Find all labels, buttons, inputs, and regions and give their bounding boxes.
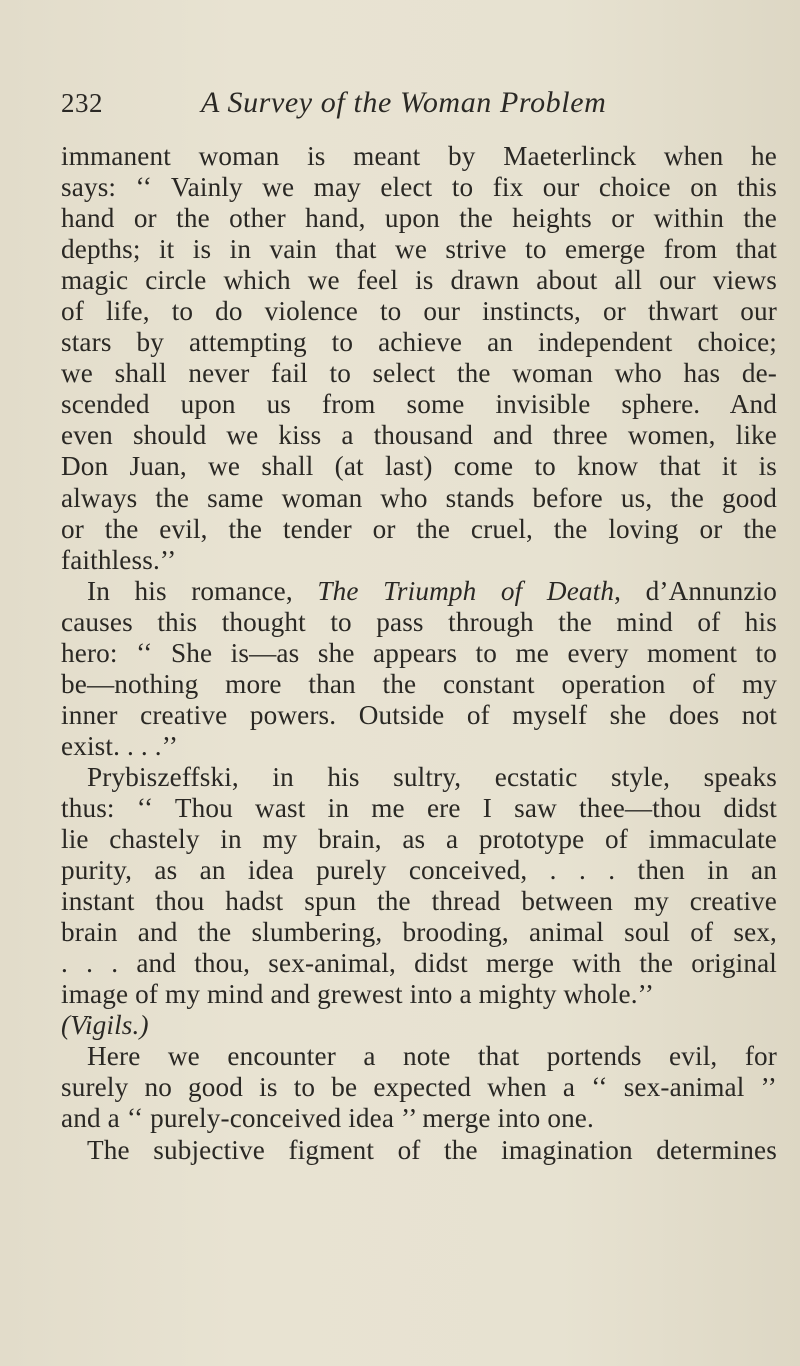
text-line: Here we encounter a note that portends evil, for	[87, 1041, 777, 1072]
page-number: 232	[61, 88, 103, 118]
text-line: hand or the other hand, upon the heights or within the	[61, 203, 777, 234]
text-line: magic circle which we feel is drawn about all our views	[61, 265, 777, 296]
text-line: of life, to do violence to our instincts, or thwart our	[61, 296, 777, 327]
book-title: The Triumph of Death	[317, 575, 615, 606]
citation: (Vigils.)	[61, 1010, 149, 1041]
running-head	[61, 88, 761, 128]
text-line	[61, 576, 777, 607]
text-line: causes this thought to pass through the mind of his	[61, 606, 777, 637]
text-line	[61, 1010, 777, 1041]
text-line: says: ‘‘ Vainly we may elect to fix our choice on this	[61, 172, 777, 203]
text-line: exist. . . .’’	[61, 730, 179, 761]
text-line: or the evil, the tender or the cruel, the loving or the	[61, 513, 777, 544]
text-line: Prybiszeffski, in his sultry, ecstatic style, speaks	[87, 761, 777, 792]
text-line: stars by attempting to achieve an independent choice;	[61, 327, 777, 358]
text-line: scended upon us from some invisible sphere. And	[61, 389, 777, 420]
text-line: depths; it is in vain that we strive to emerge from that	[61, 234, 777, 265]
text-line: be—nothing more than the constant operation of my	[61, 668, 777, 699]
text-line: surely no good is to be expected when a ‘‘ sex-animal ’’	[61, 1072, 777, 1103]
text-line: we shall never fail to select the woman who has de-	[61, 358, 777, 389]
text-line: always the same woman who stands before us, the good	[61, 482, 777, 513]
running-title: A Survey of the Woman Problem	[201, 86, 607, 119]
text-line: image of my mind and grewest into a mighty whole.’’	[61, 979, 655, 1010]
text-line: thus: ‘‘ Thou wast in me ere I saw thee—thou didst	[61, 792, 777, 823]
body-text	[61, 141, 777, 1166]
text-line: hero: ‘‘ She is—as she appears to me every moment to	[61, 637, 777, 668]
text-segment: , d’Annunzio	[614, 575, 777, 606]
text-line: brain and the slumbering, brooding, animal soul of sex,	[61, 917, 777, 948]
text-line: Don Juan, we shall (at last) come to know that it is	[61, 451, 777, 482]
text-line: inner creative powers. Outside of myself she does not	[61, 699, 777, 730]
text-line: purity, as an idea purely conceived, . . . then in an	[61, 855, 777, 886]
text-line: faithless.’’	[61, 544, 177, 575]
text-line: lie chastely in my brain, as a prototype of immaculate	[61, 824, 777, 855]
text-line: immanent woman is meant by Maeterlinck when he	[61, 141, 777, 171]
text-line: and a ‘‘ purely-conceived idea ’’ merge into one.	[61, 1103, 594, 1134]
text-line: instant thou hadst spun the thread between my creative	[61, 886, 777, 917]
text-line: even should we kiss a thousand and three women, like	[61, 420, 777, 451]
text-segment: In his romance,	[87, 575, 318, 606]
text-line: The subjective figment of the imagination determines	[87, 1134, 777, 1165]
text-line: . . . and thou, sex-animal, didst merge with the original	[61, 948, 777, 979]
